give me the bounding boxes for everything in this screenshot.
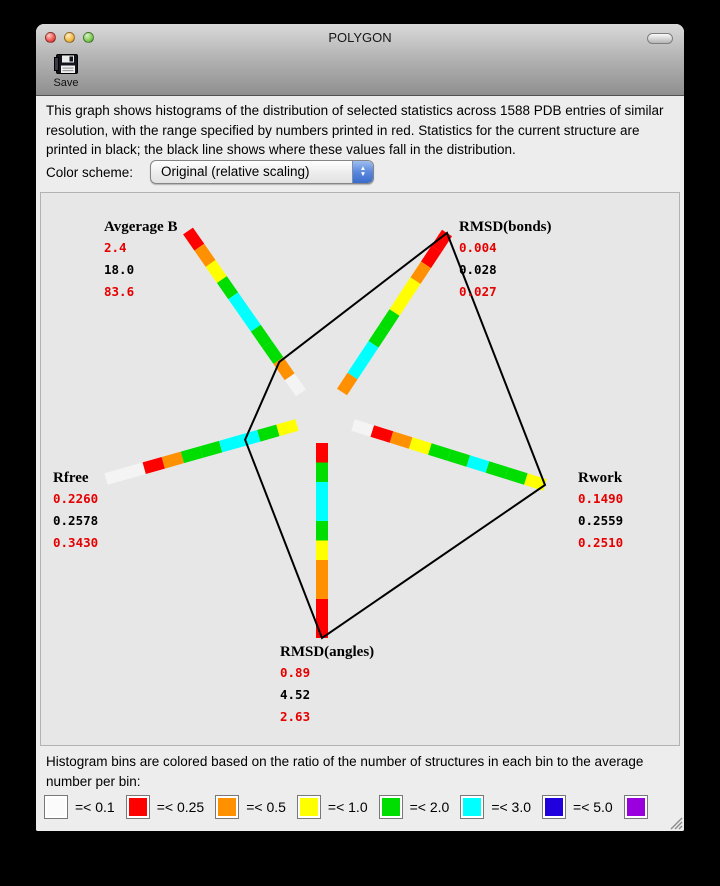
histogram-bin-rfree-0	[106, 474, 125, 479]
toolbar-toggle-button[interactable]	[647, 33, 673, 44]
resize-grip[interactable]	[668, 815, 683, 830]
histogram-bin-rmsd-bonds-6	[374, 328, 385, 344]
axis-min-value-avgerage-b: 2.4	[104, 240, 127, 255]
histogram-bin-avgerage-b-0	[188, 231, 199, 247]
window-chrome	[36, 24, 684, 96]
histogram-bin-rwork-1	[507, 473, 526, 479]
histogram-bin-avgerage-b-2	[211, 263, 222, 279]
axis-max-value-rwork: 0.2510	[578, 535, 624, 550]
axis-current-value-avgerage-b: 18.0	[104, 262, 135, 277]
axis-min-value-rfree: 0.2260	[53, 491, 99, 506]
axis-min-value-rwork: 0.1490	[578, 491, 624, 506]
color-scheme-select[interactable]	[150, 160, 374, 184]
histogram-bin-rmsd-bonds-2	[416, 265, 427, 281]
histogram-bin-rfree-8	[259, 430, 278, 435]
polygon-plot-panel	[40, 192, 680, 746]
axis-max-value-rmsd-angles: 2.63	[280, 709, 311, 724]
histogram-bin-avgerage-b-1	[199, 247, 210, 263]
axis-label-rfree: Rfree	[53, 470, 89, 486]
save-button[interactable]	[42, 53, 90, 93]
legend-swatch-0	[44, 795, 68, 819]
zoom-button[interactable]	[83, 32, 94, 43]
color-scheme-label: Color scheme:	[46, 165, 134, 180]
legend-swatch-7	[624, 795, 648, 819]
legend-label-5: =< 3.0	[491, 799, 532, 815]
legend-item-6	[542, 795, 613, 819]
popup-stepper-icon: ▲ ▼	[352, 161, 373, 183]
legend-swatch-4	[379, 795, 403, 819]
window-content	[36, 96, 684, 831]
description-text: This graph shows histograms of the distribution of selected statistics across 1588 PDB entries of similar resolution, with the range specified by numbers printed in red. Statistics for the current structure are printed in black; the black line shows where these values fall in the distribution.	[46, 103, 664, 157]
legend-swatch-2	[215, 795, 239, 819]
histogram-bin-avgerage-b-9	[290, 377, 301, 393]
histogram-bin-rmsd-bonds-7	[363, 344, 374, 360]
histogram-bin-rwork-3	[468, 461, 487, 467]
axis-rmsd-angles	[280, 643, 374, 728]
axis-avgerage-b	[104, 218, 177, 303]
histogram-bin-rfree-9	[278, 425, 297, 430]
histogram-bin-rmsd-bonds-3	[405, 281, 416, 297]
legend-swatch-5	[460, 795, 484, 819]
axis-min-value-rmsd-angles: 0.89	[280, 665, 311, 680]
legend-label-4: =< 2.0	[409, 799, 450, 815]
histogram-bin-rfree-6	[221, 441, 240, 446]
legend-item-7	[624, 795, 655, 819]
axis-rwork	[578, 469, 623, 554]
axis-max-value-avgerage-b: 83.6	[104, 284, 135, 299]
histogram-bin-rfree-2	[144, 463, 163, 468]
legend-item-5	[460, 795, 531, 819]
histogram-bin-rwork-6	[411, 443, 430, 449]
axis-max-value-rfree: 0.3430	[53, 535, 99, 550]
legend-label-6: =< 5.0	[573, 799, 613, 815]
axis-current-value-rwork: 0.2559	[578, 513, 624, 528]
minimize-button[interactable]	[64, 32, 75, 43]
traffic-lights	[45, 32, 94, 43]
histogram-bin-rwork-5	[430, 449, 449, 455]
legend-label-3: =< 1.0	[327, 799, 368, 815]
color-scheme-selected-value: Original (relative scaling)	[161, 164, 310, 179]
histogram-bin-avgerage-b-6	[256, 328, 267, 344]
histogram-bin-avgerage-b-4	[233, 296, 244, 312]
histogram-bin-avgerage-b-8	[278, 361, 289, 377]
histogram-bin-rwork-4	[449, 455, 468, 461]
axis-current-value-rmsd-bonds: 0.028	[459, 262, 497, 277]
legend-swatch-6	[542, 795, 566, 819]
legend-item-3	[297, 795, 368, 819]
axis-label-rwork: Rwork	[578, 470, 623, 486]
legend-label-2: =< 0.5	[246, 799, 286, 815]
histogram-bin-rwork-7	[391, 437, 410, 443]
histogram-bin-rfree-3	[163, 457, 182, 462]
axis-min-value-rmsd-bonds: 0.004	[459, 240, 497, 255]
axis-current-value-rfree: 0.2578	[53, 513, 99, 528]
histogram-bin-rwork-9	[353, 425, 372, 431]
legend-item-2	[215, 795, 286, 819]
toolbar	[36, 52, 684, 95]
histogram-bin-rfree-7	[240, 436, 259, 441]
legend-item-0	[44, 795, 115, 819]
histogram-bin-rmsd-bonds-9	[342, 376, 353, 392]
axis-rmsd-bonds	[459, 218, 552, 303]
histogram-bin-rfree-5	[202, 447, 221, 452]
titlebar[interactable]	[36, 24, 684, 52]
histogram-bin-rmsd-bonds-4	[395, 297, 406, 313]
axis-current-value-rmsd-angles: 4.52	[280, 687, 311, 702]
axis-label-rmsd-bonds: RMSD(bonds)	[459, 219, 552, 235]
legend-swatch-1	[126, 795, 150, 819]
histogram-bin-rwork-8	[372, 431, 391, 437]
histogram-bin-rwork-2	[487, 467, 506, 473]
axis-label-avgerage-b: Avgerage B	[104, 219, 178, 235]
legend-item-1	[126, 795, 205, 819]
histogram-bin-avgerage-b-3	[222, 280, 233, 296]
save-floppy-icon	[53, 53, 80, 76]
axis-max-value-rmsd-bonds: 0.027	[459, 284, 497, 299]
polygon-window	[36, 24, 684, 831]
histogram-bin-avgerage-b-5	[245, 312, 256, 328]
legend-label-1: =< 0.25	[156, 799, 205, 815]
histogram-bin-rfree-4	[182, 452, 201, 457]
histogram-legend	[44, 793, 680, 821]
histogram-bin-avgerage-b-7	[267, 344, 278, 360]
save-button-label: Save	[53, 77, 79, 89]
histogram-bin-rmsd-bonds-8	[353, 360, 364, 376]
close-button[interactable]	[45, 32, 56, 43]
legend-item-4	[379, 795, 450, 819]
legend-label-0: =< 0.1	[75, 799, 115, 815]
histogram-bin-rmsd-bonds-1	[426, 249, 437, 265]
histogram-bin-rfree-1	[125, 468, 144, 473]
histogram-bin-rmsd-bonds-5	[384, 313, 395, 329]
axis-rfree	[53, 469, 98, 554]
axis-label-rmsd-angles: RMSD(angles)	[280, 644, 375, 660]
window-title: POLYGON	[328, 30, 392, 45]
legend-caption: Histogram bins are colored based on the ratio of the number of structures in each bin to the average number per bin:	[46, 754, 644, 789]
legend-swatch-3	[297, 795, 321, 819]
